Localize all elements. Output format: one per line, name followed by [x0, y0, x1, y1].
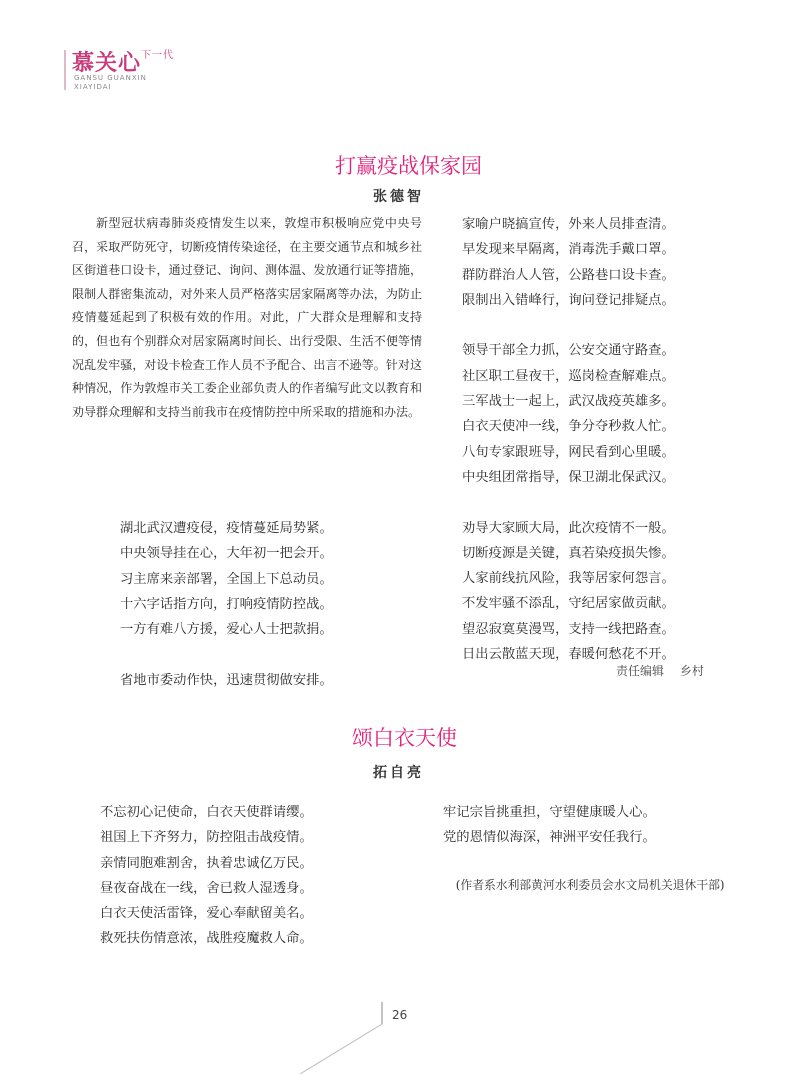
poem-line: 不忘初心记使命，白衣天使群请缨。 — [100, 805, 313, 820]
logo-subtext: 下一代 — [141, 50, 175, 61]
article2-author: 拓自亮 — [373, 765, 424, 781]
logo-en-line2: XIAYIDAI — [74, 83, 112, 91]
poem-line: 昼夜奋战在一线，舍已救人湿透身。 — [100, 880, 313, 896]
editor-credit: 责任编辑 乡村 — [616, 664, 704, 678]
poem-line: 劝导大家顾大局，此次疫情不一般。 — [462, 520, 675, 536]
poem-line: 十六字话指方向，打响疫情防控战。 — [120, 596, 333, 612]
poem-line: 望忍寂寞莫漫骂，支持一线把路查。 — [462, 621, 675, 637]
article2-title: 颂白衣天使 — [352, 726, 457, 750]
poem-line: 领导干部全力抓，公安交通守路查。 — [462, 343, 675, 359]
poem-line: 白衣天使活雷锋，爱心奉献留美名。 — [100, 906, 313, 922]
article1-title: 打赢疫战保家园 — [335, 154, 482, 178]
poem-line: 祖国上下齐努力，防控阻击战疫情。 — [100, 830, 313, 846]
poem-line: 习主席来亲部署，全国上下总动员。 — [120, 571, 333, 587]
author-note: (作者系水利部黄河水利委员会水文局机关退休干部) — [455, 878, 725, 892]
poem-line: 白衣天使冲一线，争分夺秒救人忙。 — [462, 419, 675, 435]
logo-en-line1: GANSU GUANXIN — [74, 74, 147, 82]
poem-line: 救死扶伤情意浓，战胜疫魔救人命。 — [100, 931, 313, 947]
poem-line: 群防群治人人管，公路巷口设卡查。 — [462, 267, 675, 283]
poem-line: 党的恩情似海深，神洲平安任我行。 — [443, 830, 656, 846]
poem-line: 不发牢骚不添乱，守纪居家做贡献。 — [462, 596, 675, 612]
poem-line: 湖北武汉遭疫侵，疫情蔓延局势紧。 — [120, 521, 333, 536]
article1-author: 张德智 — [373, 189, 424, 205]
poem-line: 牢记宗旨挑重担，守望健康暖人心。 — [443, 805, 656, 820]
logo-text: 慕关心 — [72, 50, 142, 76]
poem-line: 一方有难八方援，爱心人士把款捐。 — [120, 622, 333, 638]
decorative-diagonal-line — [300, 1024, 382, 1074]
poem-line: 亲情同胞难割舍，执着忠诚亿万民。 — [100, 855, 313, 871]
poem-line: 社区职工昼夜干，巡岗检查解难点。 — [462, 368, 675, 384]
poem-line: 日出云散蓝天现，春暖何愁花不开。 — [462, 647, 675, 663]
poem-line: 早发现来早隔离，消毒洗手戴口罩。 — [462, 242, 675, 258]
poem-line: 中央组团常指导，保卫湖北保武汉。 — [462, 469, 675, 485]
poem-line: 人家前线抗风险，我等居家何怨言。 — [462, 571, 675, 587]
poem-line: 限制出入错峰行，询问登记排疑点。 — [462, 292, 675, 308]
poem-line: 八旬专家跟班导，网民看到心里暖。 — [462, 444, 675, 460]
poem-line: 省地市委动作快，迅速贯彻做安排。 — [120, 672, 333, 688]
article1-intro: 新型冠状病毒肺炎疫情发生以来，敦煌市积极响应党中央号召，采取严防死守，切断疫情传染途径，在主要交通节点和城乡社区街道巷口设卡，通过登记、询问、测体温、发放通行证等措施，限制人群密集流动，对外来人员严格落实居家隔离等办法，为防止疫情蔓延起到了积极有效的作用。对此，广大群众是理解和支持的，但也有个别群众对居家隔离时间长、出行受限、生活不便等情况乱发牢骚，对设卡检查工作人员不予配合、出言不逊等。针对这种情况，作为敦煌市关工委企业部负责人的作者编写此文以教育和劝导群众理解和支持当前我市在疫情防控中所采取的措施和办法。 — [72, 216, 422, 419]
page-number: 26 — [392, 1008, 408, 1022]
poem-line: 三军战士一起上，武汉战疫英雄多。 — [462, 394, 675, 410]
poem-line: 中央领导挂在心，大年初一把会开。 — [120, 546, 333, 562]
poem-line: 切断疫源是关键，真若染疫损失惨。 — [462, 545, 675, 561]
poem-line: 家喻户晓搞宣传，外来人员排查清。 — [462, 217, 675, 232]
